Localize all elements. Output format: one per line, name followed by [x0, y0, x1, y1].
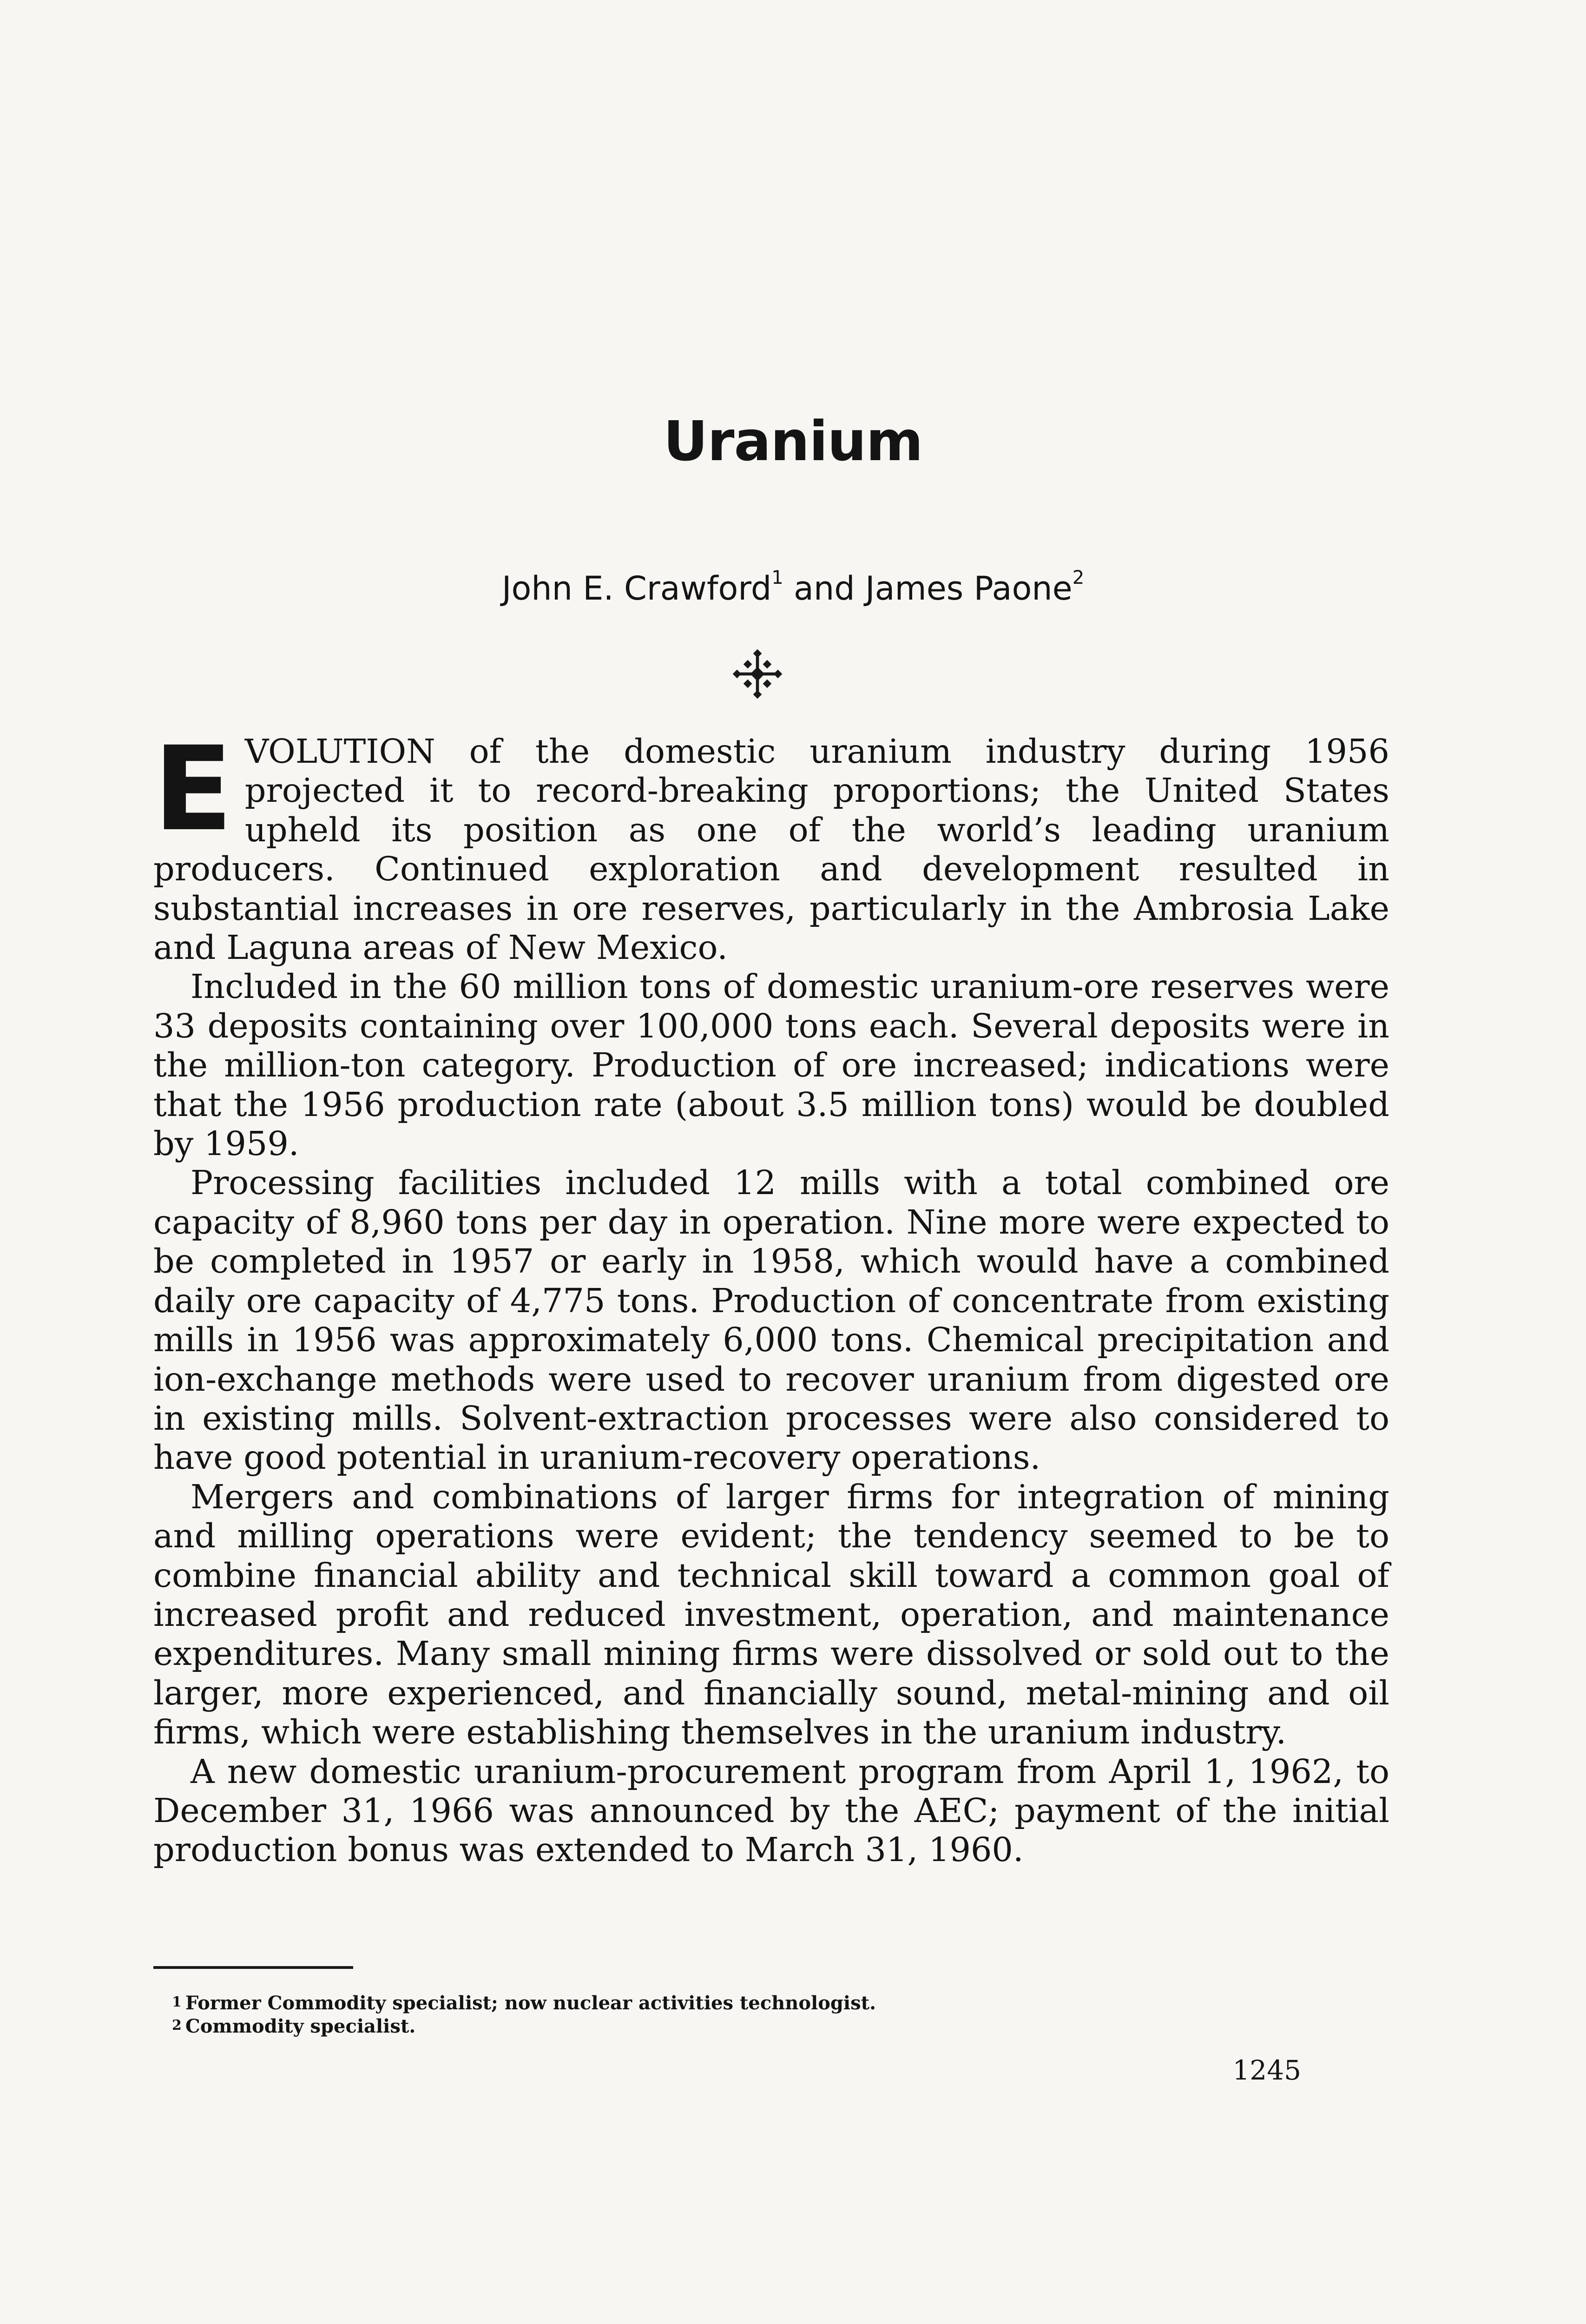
author-1-footnote-mark: 1	[771, 567, 783, 588]
footnotes	[172, 1992, 1287, 2038]
paragraph-1-text: VOLUTION of the domestic uranium industry during 1956 projected it to record-breaking proportions; the United States upheld its position as one of the world’s leading uranium producers. Continued exploration and development resulted in substantial increases in ore reserves, particularly in the Ambrosia Lake and Laguna areas of New Mexico.	[153, 732, 1389, 967]
article-body	[153, 721, 1389, 1870]
drop-cap: E	[153, 721, 233, 857]
footnote-divider	[153, 1966, 353, 1969]
page-title: Uranium	[663, 409, 923, 473]
paragraph-2: Included in the 60 million tons of domestic uranium-ore reserves were 33 deposits containing over 100,000 tons each. Several deposits were in the million-ton category. Production of ore increased; indications were that the 1956 production rate (about 3.5 million tons) would be doubled by 1959.	[153, 967, 1389, 1163]
fleuron-icon	[732, 648, 783, 700]
author-2-footnote-mark: 2	[1072, 567, 1085, 588]
author-line	[0, 569, 1586, 607]
footnote-1-mark: 1	[172, 1994, 182, 2010]
author-2-name: James Paone	[865, 569, 1073, 607]
footnote-2	[172, 2015, 1287, 2038]
footnote-2-mark: 2	[172, 2017, 182, 2034]
author-1-name: John E. Crawford	[501, 569, 772, 607]
footnote-1-text: Former Commodity specialist; now nuclear activities technologist.	[185, 1992, 876, 2014]
paragraph-3: Processing facilities included 12 mills with a total combined ore capacity of 8,960 tons per day in operation. Nine more were expected to be completed in 1957 or early in 1958, which would have a combined daily ore capacity of 4,775 tons. Production of concentrate from existing mills in 1956 was approximately 6,000 tons. Chemical precipitation and ion-exchange methods were used to recover uranium from digested ore in existing mills. Solvent-extraction processes were also considered to have good potential in uranium-recovery operations.	[153, 1163, 1389, 1477]
footnote-2-text: Commodity specialist.	[185, 2015, 416, 2037]
author-connector: and	[794, 569, 855, 607]
paragraph-4: Mergers and combinations of larger firms for integration of mining and milling operations were evident; the tendency seemed to be to combine financial ability and technical skill toward a common goal of increased profit and reduced investment, operation, and maintenance expenditures. Many small mining firms were dissolved or sold out to the larger, more experienced, and financially sound, metal-mining and oil firms, which were establishing themselves in the uranium industry.	[153, 1477, 1389, 1752]
footnote-1	[172, 1992, 1287, 2015]
page-number: 1245	[1232, 2054, 1301, 2086]
paragraph-5: A new domestic uranium-procurement program from April 1, 1962, to December 31, 1966 was announced by the AEC; payment of the initial production bonus was extended to March 31, 1960.	[153, 1752, 1389, 1869]
paragraph-1	[153, 721, 1389, 967]
